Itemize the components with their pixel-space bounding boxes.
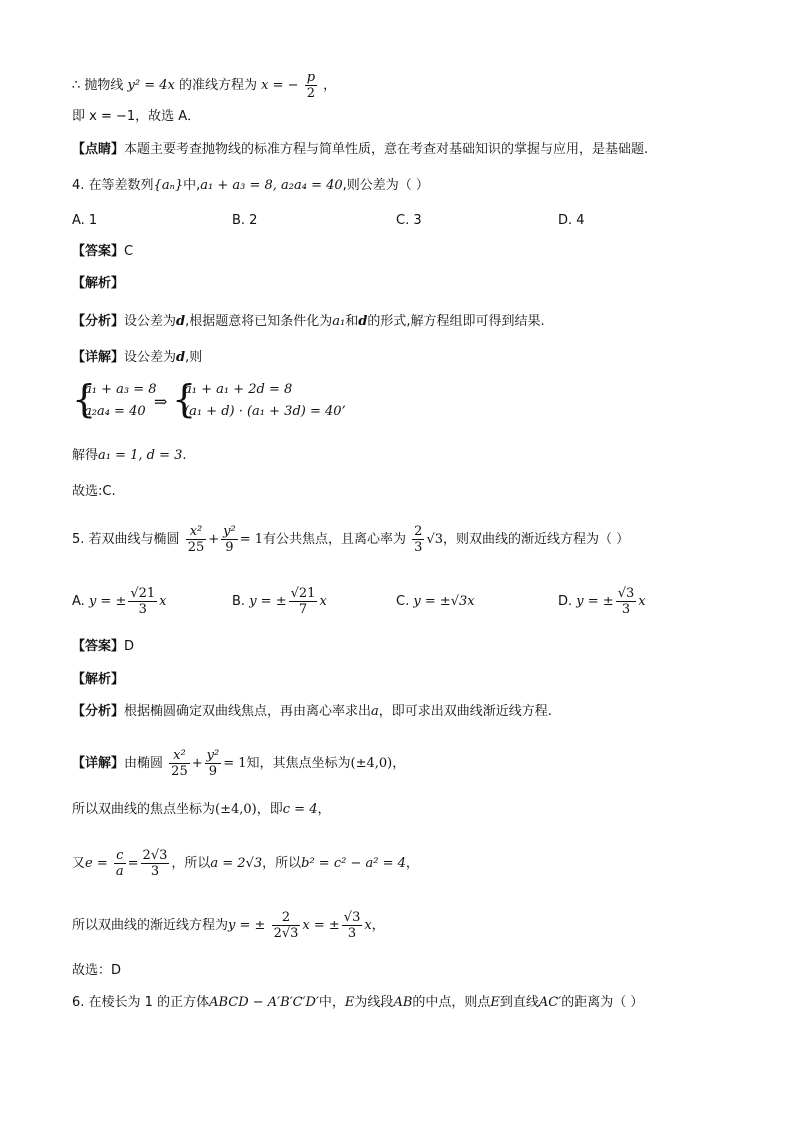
text: ,则 [185,350,203,365]
fraction [616,586,637,617]
fenxi-tag: 【分析】 [72,704,125,719]
math-a1: a₁ [332,314,346,329]
text: ，即可求出双曲线渐近线方程. [378,704,552,719]
q5-option-c [396,594,475,609]
text: 和 [345,314,359,329]
implies-arrow-icon: ⇒ [154,392,168,411]
text: ， [323,78,337,93]
text: 故选:C. [72,484,116,499]
text: 的准线方程为 [179,78,258,93]
numerator: √3 [343,910,361,925]
equals-one: = 1 [239,532,263,547]
math-a-val: a = 2√3 [210,856,263,871]
math-d: d [358,314,368,329]
text: ， [371,918,385,933]
math-seq: {aₙ} [153,178,184,193]
q4-answer [72,243,133,261]
denominator: 3 [414,540,423,555]
text: 有公共焦点，且离心率为 [263,532,407,547]
fraction-2-over-2sqrt3 [272,910,301,941]
numerator: √21 [130,586,156,601]
math: y = ± [576,594,614,609]
text: 所以双曲线的渐近线方程为 [72,918,229,933]
text: . [182,448,187,463]
text: ，即 [256,802,283,817]
math-solution: a₁ = 1, d = 3 [98,448,183,463]
answer-value: C [124,244,134,259]
math-parabola: y² = 4x [127,78,175,93]
q5-asymptote-line [72,910,385,941]
math-x: x [364,918,372,933]
numerator: c [114,848,126,864]
fraction-x2-25 [169,748,190,779]
math-x-eq: x = − [261,78,299,93]
q5-answer [72,638,134,656]
q4-choose [72,483,116,501]
text: ,则公差为（ ） [342,178,429,193]
math-focus: (±4,0) [350,756,393,771]
numerator: 2√3 [142,848,168,863]
q4-option-c: C. 3 [396,213,422,228]
denominator: 25 [187,540,205,555]
option-label: C. [396,594,410,609]
right-brace-icon: { [172,377,197,421]
denominator: 2√3 [273,926,299,941]
text: 5. 若双曲线与椭圆 [72,532,180,547]
text: 故选：D [72,963,122,978]
math-x: x [638,594,646,609]
q4-option-a: A. 1 [72,213,98,228]
equals: = [127,856,139,871]
math-d: d [176,350,186,365]
plus: + [208,532,220,547]
text: 解得 [72,448,99,463]
dianjing-tag: 【点睛】 [72,142,125,157]
line-answer-a [72,108,200,126]
text: 6. 在棱长为 1 的正方体 [72,995,210,1010]
line-parabola-directrix [72,70,336,101]
math-cond2: , a₂a₄ = 40 [272,178,343,193]
q4-option-d: D. 4 [558,213,585,228]
text: 根据椭圆确定双曲线焦点，再由离心率求出 [124,704,372,719]
math: y = ± [249,594,287,609]
math-y: y = ± [228,918,266,933]
text: 中， [318,995,345,1010]
fraction-y2-9 [221,524,238,555]
math: y = ± [88,594,127,609]
math: y = ±√3x [413,594,475,609]
denominator: 3 [150,864,160,879]
math-ab: AB [393,995,413,1010]
q5-focus-line [72,801,330,819]
math-cond1: a₁ + a₃ = 8 [200,178,273,193]
numerator: √21 [290,586,316,601]
q5-eccentricity-line [72,848,419,879]
answer-tag: 【答案】 [72,244,125,259]
numerator: 2 [272,910,301,926]
q4-equation-system [72,377,432,426]
numerator: x² [169,748,190,764]
q5-fenxi [72,703,552,721]
plus: + [191,756,203,771]
fraction-x2-25 [186,524,207,555]
math-mid: x = ± [302,918,340,933]
q4-fenxi [72,313,545,331]
fraction-sqrt3-over-3 [342,910,363,941]
fenxi-tag: 【分析】 [72,314,125,329]
text: 为线段 [354,995,394,1010]
q5-xiangjie [72,748,405,779]
xiangjie-tag: 【详解】 [72,756,125,771]
answer-value: D [124,639,135,654]
math-c: c = 4 [282,802,318,817]
option-label: B. [232,594,246,609]
math-e: E [490,995,500,1010]
math-x: x [159,594,167,609]
text: 设公差为 [124,350,177,365]
denominator: 25 [171,764,188,779]
denominator: 3 [138,602,147,617]
line-dianjing [72,141,648,159]
sys-left-row1: a₁ + a₃ = 8 [84,382,157,397]
text: ∴ 抛物线 [72,78,124,93]
q5-option-a [72,586,167,617]
numerator: y² [206,748,220,763]
sys-right-row1: a₁ + a₁ + 2d = 8 [184,382,293,397]
math-e: e = [85,856,108,871]
sys-right-row2 [184,404,346,419]
text: 所以双曲线的焦点坐标为 [72,802,216,817]
numerator: 2 [414,524,423,539]
denominator: a [115,864,124,879]
text: ,根据题意将已知条件化为 [185,314,333,329]
text: 的中点，则点 [412,995,491,1010]
denominator: 3 [621,602,631,617]
text: 设公差为 [124,314,177,329]
numerator: x² [186,524,207,540]
text: 4. 在等差数列 [72,178,154,193]
denominator: 9 [208,764,218,779]
option-label: A. [72,594,85,609]
denominator: 9 [225,540,234,555]
sys-right-row2-eq: (a₁ + d) · (a₁ + 3d) = 40 [184,404,342,419]
text: ， [317,802,331,817]
text: ’ [341,404,346,419]
fraction-2sqrt3-over-3 [141,848,170,879]
text: 知，其焦点坐标为 [246,756,351,771]
text: 的距离为（ ） [561,995,644,1010]
text: 即 x = −1，故选 A． [72,109,201,124]
answer-tag: 【答案】 [72,639,125,654]
math-ac: AC′ [538,995,562,1010]
q6-stem [72,994,643,1012]
equals-one: = 1 [223,756,247,771]
option-label: D. [558,594,573,609]
q5-stem [72,524,629,555]
text: ，所以 [262,856,302,871]
text: 由椭圆 [124,756,164,771]
fraction [289,586,318,617]
q4-stem [72,177,429,195]
text: 到直线 [499,995,539,1010]
sys-left-row2: a₂a₄ = 40 [84,404,146,419]
q4-solution [72,447,187,465]
q4-option-b: B. 2 [232,213,258,228]
math-d: d [176,314,186,329]
text: 又 [72,856,86,871]
fraction-2-3 [412,524,424,555]
fraction-y2-9 [205,748,222,779]
q4-jiexi [72,275,124,293]
text: ，所以 [171,856,211,871]
math-cube: ABCD − A′B′C′D′ [209,995,319,1010]
q5-jiexi [72,671,124,689]
denominator: 7 [298,602,308,617]
q4-xiangjie [72,349,202,367]
text: 中, [183,178,201,193]
q5-choose [72,962,121,980]
math-e: E [344,995,355,1010]
sqrt3: √3 [426,532,443,547]
jiexi-tag: 【解析】 [72,672,125,687]
q5-option-b [232,586,327,617]
fraction-p-over-2 [305,70,317,101]
text: ，则双曲线的渐近线方程为（ ） [443,532,630,547]
left-brace-icon: { [72,377,97,421]
text: 的形式,解方程组即可得到结果. [367,314,545,329]
denominator: 3 [347,926,357,941]
text: ， [405,856,419,871]
fraction-c-over-a [114,848,126,879]
fraction [128,586,157,617]
text: ， [392,756,406,771]
math-a: a [371,704,379,719]
math-focus: (±4,0) [215,802,257,817]
xiangjie-tag: 【详解】 [72,350,125,365]
jiexi-tag: 【解析】 [72,276,125,291]
dianjing-text: 本题主要考查抛物线的标准方程与简单性质，意在考查对基础知识的掌握与应用，是基础题. [124,142,649,157]
q5-option-d [558,586,646,617]
numerator: p [306,70,316,85]
math-x: x [319,594,327,609]
math-b2: b² = c² − a² = 4 [301,856,406,871]
numerator: √3 [617,586,635,601]
denominator: 2 [306,86,315,101]
numerator: y² [223,524,236,539]
